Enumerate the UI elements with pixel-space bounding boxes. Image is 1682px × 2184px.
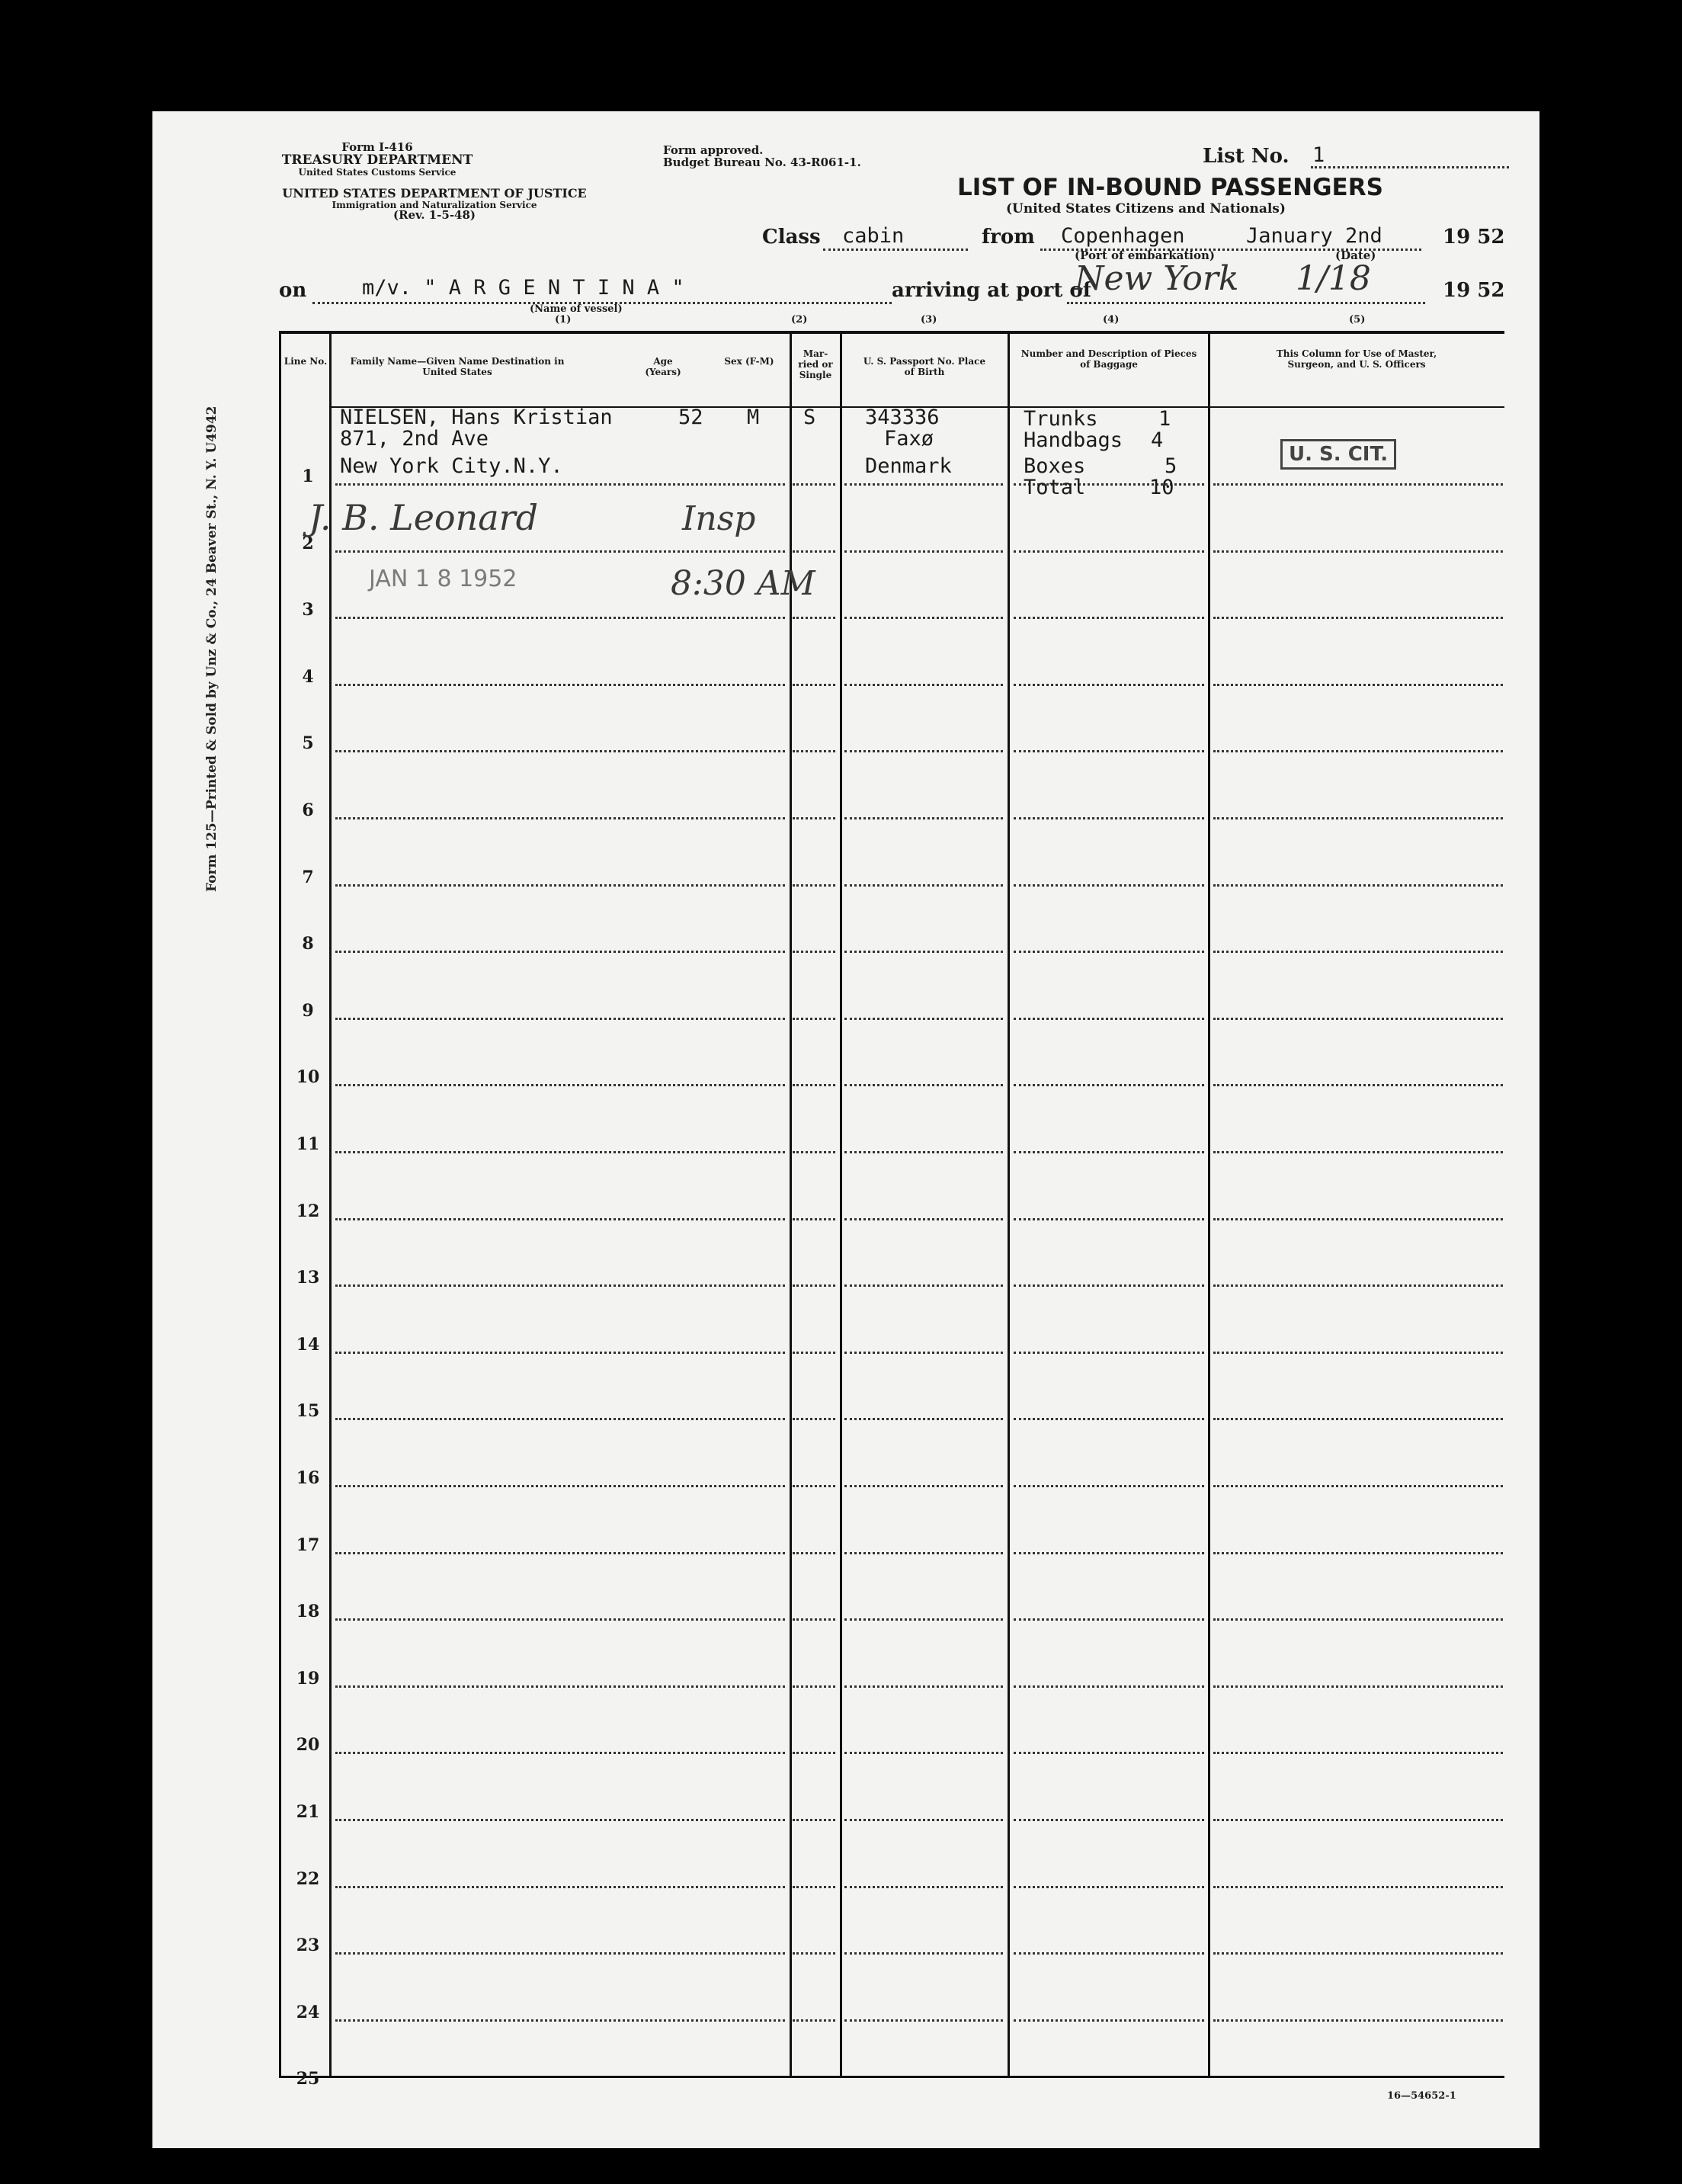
row-rule — [1213, 1618, 1503, 1621]
passenger-birth-country: Denmark — [865, 454, 952, 478]
col-header-officers: This Column for Use of Master, Surgeon, and U. S. Officers — [1276, 348, 1437, 370]
row-rule — [844, 2019, 1003, 2022]
line-number: 15 — [296, 1401, 320, 1422]
row-rule — [793, 884, 835, 887]
row-rule — [335, 1685, 785, 1688]
row-rule — [1014, 1618, 1204, 1621]
col-header-line: Line No. — [284, 356, 328, 367]
row-rule — [793, 951, 835, 953]
col-header-sex: Sex (F-M) — [724, 356, 774, 367]
row-rule — [793, 1618, 835, 1621]
arriving-label: arriving at port of — [892, 279, 1091, 302]
line-number: 11 — [296, 1134, 320, 1154]
passenger-age: 52 — [678, 406, 703, 429]
row-rule — [1014, 1552, 1204, 1554]
row-rule — [1213, 1284, 1503, 1287]
row-rule — [844, 1151, 1003, 1153]
row-rule — [793, 1084, 835, 1086]
row-rule — [793, 750, 835, 752]
line-number: 22 — [296, 1868, 320, 1889]
row-rule — [1213, 1485, 1503, 1487]
col-header-age: Age (Years) — [645, 356, 681, 377]
row-rule — [1014, 1084, 1204, 1086]
line-number: 23 — [296, 1935, 320, 1956]
row-rule — [844, 1618, 1003, 1621]
approval-block — [663, 145, 861, 169]
baggage-label: Boxes — [1024, 454, 1086, 478]
row-rule — [1014, 2019, 1204, 2022]
class-label: Class — [762, 226, 821, 249]
line-number: 1 — [302, 467, 314, 486]
row-rule — [844, 550, 1003, 553]
row-rule — [1213, 1218, 1503, 1220]
row-rule — [335, 1485, 785, 1487]
passenger-name: NIELSEN, Hans Kristian — [340, 406, 613, 429]
row-rule — [844, 1886, 1003, 1888]
row-rule — [335, 1218, 785, 1220]
line-number: 20 — [296, 1735, 320, 1756]
row-rule — [335, 1418, 785, 1420]
row-rule — [1213, 1685, 1503, 1688]
row-rule — [793, 1218, 835, 1220]
line-number: 13 — [296, 1268, 320, 1288]
row-rule — [1213, 617, 1503, 619]
line-number: 10 — [296, 1067, 320, 1088]
line-number: 24 — [296, 2002, 320, 2022]
caption-3: (3) — [921, 314, 937, 326]
row-rule — [1014, 617, 1204, 619]
row-rule — [1014, 1685, 1204, 1688]
date-caption: (Date) — [1335, 249, 1376, 262]
row-rule — [844, 1284, 1003, 1287]
col-header-name: Family Name—Given Name Destination in United States — [350, 356, 565, 377]
row-rule — [793, 1485, 835, 1487]
row-rule — [844, 617, 1003, 619]
col-divider-baggage — [1208, 331, 1210, 2078]
passenger-address-1: 871, 2nd Ave — [340, 427, 489, 451]
port-embark-caption: (Port of embarkation) — [1075, 249, 1215, 262]
row-rule — [1213, 483, 1503, 486]
row-rule — [1014, 1752, 1204, 1754]
row-rule — [793, 550, 835, 553]
revision: (Rev. 1-5-48) — [392, 208, 476, 223]
passenger-married: S — [803, 406, 816, 429]
row-rule — [844, 884, 1003, 887]
line-number: 4 — [302, 666, 314, 687]
baggage-count: 4 — [1151, 428, 1164, 452]
line-number: 12 — [296, 1201, 320, 1221]
dept-justice-sub: Immigration and Naturalization Service — [332, 199, 537, 210]
row-rule — [844, 684, 1003, 686]
row-rule — [1014, 1151, 1204, 1153]
line-number: 19 — [296, 1668, 320, 1689]
row-rule — [1213, 1352, 1503, 1354]
row-rule — [793, 2019, 835, 2022]
row-rule — [335, 1151, 785, 1153]
row-rule — [1213, 951, 1503, 953]
row-rule — [1014, 884, 1204, 887]
passenger-birth-town: Faxø — [884, 427, 934, 451]
row-rule — [844, 1418, 1003, 1420]
from-label: from — [982, 226, 1035, 249]
table-bottom-border — [279, 2076, 1504, 2078]
row-rule — [335, 884, 785, 887]
row-rule — [335, 1084, 785, 1086]
caption-5: (5) — [1349, 314, 1366, 326]
row-rule — [844, 1952, 1003, 1955]
row-rule — [335, 951, 785, 953]
baggage-label: Handbags — [1024, 428, 1123, 452]
row-rule — [335, 2019, 785, 2022]
row-rule — [1213, 684, 1503, 686]
baggage-label: Total — [1024, 476, 1086, 499]
line-number: 18 — [296, 1602, 320, 1622]
form-approved: Form approved. — [663, 143, 764, 157]
line-number: 9 — [302, 1000, 314, 1021]
row-rule — [335, 1284, 785, 1287]
row-rule — [793, 483, 835, 486]
row-rule — [793, 1418, 835, 1420]
row-rule — [793, 1552, 835, 1554]
row-rule — [844, 750, 1003, 752]
citizen-stamp: U. S. CIT. — [1280, 439, 1396, 470]
year-embark: 19 52 — [1443, 226, 1505, 249]
form-subtitle: (United States Citizens and Nationals) — [1006, 201, 1286, 216]
line-number: 3 — [302, 600, 314, 621]
col-header-married: Mar-ried or Single — [798, 348, 833, 380]
table-left-border — [279, 331, 281, 2078]
row-rule — [793, 1018, 835, 1020]
caption-4: (4) — [1103, 314, 1120, 326]
row-rule — [1014, 1018, 1204, 1020]
passenger-address-2: New York City.N.Y. — [340, 454, 563, 478]
caption-2: (2) — [791, 314, 808, 326]
row-rule — [844, 951, 1003, 953]
baggage-label: Trunks — [1024, 407, 1098, 431]
row-rule — [335, 483, 785, 486]
row-rule — [1014, 1886, 1204, 1888]
line-number: 25 — [296, 2069, 320, 2089]
on-label: on — [279, 279, 307, 302]
list-no-value: 1 — [1312, 143, 1325, 167]
list-no-line — [1311, 166, 1509, 168]
row-rule — [1014, 1284, 1204, 1287]
col-header-baggage: Number and Description of Pieces of Baggage — [1020, 348, 1197, 370]
row-rule — [1213, 2019, 1503, 2022]
row-rule — [793, 1352, 835, 1354]
row-rule — [335, 1752, 785, 1754]
row-rule — [793, 1685, 835, 1688]
agency-header — [271, 142, 484, 177]
arrival-date: 1/18 — [1296, 259, 1371, 298]
row-rule — [1014, 684, 1204, 686]
row-rule — [844, 483, 1003, 486]
row-rule — [844, 1084, 1003, 1086]
class-value: cabin — [842, 224, 905, 248]
caption-1: (1) — [555, 314, 572, 326]
row-rule — [1213, 817, 1503, 819]
line-number: 2 — [302, 533, 314, 553]
row-rule — [793, 817, 835, 819]
col-divider-married-right — [840, 331, 842, 2078]
row-rule — [335, 1552, 785, 1554]
class-line — [823, 249, 968, 251]
form-number: Form I-416 — [341, 140, 413, 154]
row-rule — [1014, 1418, 1204, 1420]
row-rule — [844, 1752, 1003, 1754]
row-rule — [1213, 1151, 1503, 1153]
inspector-signature: J. B. Leonard — [309, 497, 539, 538]
row-rule — [1213, 1018, 1503, 1020]
row-rule — [844, 1352, 1003, 1354]
row-rule — [793, 1819, 835, 1821]
row-rule — [1213, 1819, 1503, 1821]
row-rule — [1014, 1485, 1204, 1487]
col-divider-passport — [1008, 331, 1010, 2078]
line-number: 5 — [302, 733, 314, 754]
row-rule — [1213, 1952, 1503, 1955]
inspector-initials: Insp — [682, 499, 756, 538]
list-no-label: List No. — [1203, 145, 1290, 168]
row-rule — [335, 1952, 785, 1955]
arrival-line — [1067, 302, 1425, 304]
line-number: 6 — [302, 800, 314, 820]
row-rule — [793, 1886, 835, 1888]
baggage-count: 5 — [1165, 454, 1177, 478]
row-rule — [844, 817, 1003, 819]
line-number: 17 — [296, 1535, 320, 1555]
year-arrival: 19 52 — [1443, 279, 1505, 302]
row-rule — [335, 750, 785, 752]
row-rule — [1213, 1552, 1503, 1554]
date-embarkation: January 2nd — [1246, 224, 1382, 248]
row-rule — [1213, 1084, 1503, 1086]
row-rule — [335, 1886, 785, 1888]
port-embarkation: Copenhagen — [1061, 224, 1185, 248]
row-rule — [793, 1752, 835, 1754]
line-number: 21 — [296, 1802, 320, 1822]
baggage-count: 10 — [1149, 476, 1174, 499]
row-rule — [1014, 951, 1204, 953]
vessel-name: m/v. " A R G E N T I N A " — [362, 276, 684, 300]
row-rule — [1213, 550, 1503, 553]
row-rule — [1014, 817, 1204, 819]
baggage-count: 1 — [1158, 407, 1171, 431]
dept-treasury: TREASURY DEPARTMENT — [281, 152, 473, 168]
row-rule — [1014, 1352, 1204, 1354]
dept-treasury-sub: United States Customs Service — [298, 166, 457, 178]
row-rule — [793, 684, 835, 686]
arrival-port: New York — [1075, 259, 1239, 298]
line-number: 16 — [296, 1468, 320, 1488]
row-rule — [335, 1018, 785, 1020]
line-number: 14 — [296, 1334, 320, 1355]
row-rule — [844, 1552, 1003, 1554]
row-rule — [335, 617, 785, 619]
row-rule — [844, 1819, 1003, 1821]
line-number: 7 — [302, 867, 314, 887]
row-rule — [1014, 1218, 1204, 1220]
row-rule — [335, 1819, 785, 1821]
row-rule — [844, 1685, 1003, 1688]
arrival-time: 8:30 AM — [671, 564, 815, 603]
justice-header — [271, 188, 598, 222]
side-margin-text: Form 125—Printed & Sold by Unz & Co., 24 Beaver St., N. Y. U4942 — [204, 406, 219, 892]
row-rule — [793, 1284, 835, 1287]
passenger-passport: 343336 — [865, 406, 940, 429]
row-rule — [793, 1151, 835, 1153]
row-rule — [793, 617, 835, 619]
row-rule — [335, 1352, 785, 1354]
date-stamp: JAN 1 8 1952 — [369, 566, 517, 592]
footer-code: 16—54652-1 — [1387, 2090, 1456, 2102]
dept-justice: UNITED STATES DEPARTMENT OF JUSTICE — [282, 186, 587, 200]
row-rule — [335, 550, 785, 553]
form-title: LIST OF IN-BOUND PASSENGERS — [957, 174, 1383, 201]
row-rule — [793, 1952, 835, 1955]
row-rule — [1213, 750, 1503, 752]
line-number: 8 — [302, 934, 314, 954]
row-rule — [844, 1018, 1003, 1020]
budget-no: Budget Bureau No. 43-R061-1. — [663, 155, 861, 169]
row-rule — [1213, 1886, 1503, 1888]
row-rule — [335, 684, 785, 686]
row-rule — [1213, 884, 1503, 887]
row-rule — [1014, 550, 1204, 553]
row-rule — [844, 1485, 1003, 1487]
row-rule — [1213, 1418, 1503, 1420]
row-rule — [1014, 1819, 1204, 1821]
row-rule — [335, 1618, 785, 1621]
passenger-sex: M — [747, 406, 760, 429]
row-rule — [844, 1218, 1003, 1220]
col-header-passport: U. S. Passport No. Place of Birth — [863, 356, 986, 377]
row-rule — [335, 817, 785, 819]
row-rule — [1014, 1952, 1204, 1955]
vessel-caption: (Name of vessel) — [530, 303, 623, 315]
row-rule — [1213, 1752, 1503, 1754]
table-top-border — [279, 331, 1504, 334]
row-rule — [1014, 750, 1204, 752]
